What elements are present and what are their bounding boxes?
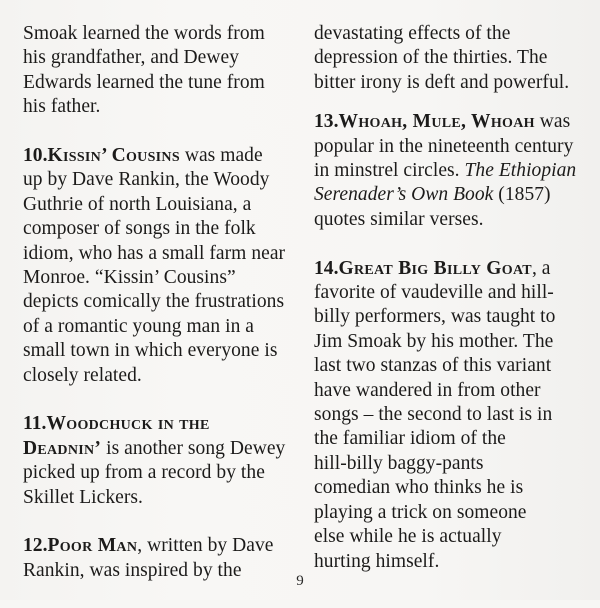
item-number: 14. — [314, 257, 339, 279]
text-line: hurting himself. — [314, 550, 440, 572]
text-fragment: (1857) — [493, 184, 551, 206]
item-number: 11. — [23, 413, 47, 435]
song-title: Great Big Billy Goat — [338, 257, 532, 279]
text-line — [314, 110, 594, 134]
text-line: closely related. — [23, 364, 142, 386]
text-line: his father. — [23, 96, 101, 118]
text-line: have wandered in from other — [314, 379, 541, 401]
text-line: playing a trick on someone — [314, 501, 527, 523]
left-column — [23, 22, 301, 608]
paragraph-item-10 — [23, 144, 301, 388]
song-title: Poor Man — [47, 535, 138, 557]
song-title: Woodchuck in the — [46, 413, 210, 435]
text-line: last two stanzas of this variant — [314, 355, 552, 377]
text-line — [314, 159, 594, 183]
song-title: Kissin’ Cousins — [47, 145, 180, 167]
text-line: comedian who thinks he is — [314, 477, 524, 499]
text-line: his grandfather, and Dewey — [23, 47, 240, 69]
text-fragment: was made — [179, 145, 263, 167]
text-line: Skillet Lickers. — [23, 486, 143, 508]
paragraph-intro — [23, 22, 301, 120]
text-line: composer of songs in the folk — [23, 218, 256, 240]
right-column — [314, 22, 594, 598]
text-line: Smoak learned the words from — [23, 23, 265, 44]
item-number: 10. — [23, 145, 48, 167]
text-line: devastating effects of the — [314, 23, 511, 44]
text-line: depicts comically the frustrations — [23, 291, 285, 313]
text-line: Rankin, was inspired by the — [23, 559, 242, 581]
text-line — [23, 412, 301, 436]
text-line: depression of the thirties. The — [314, 47, 548, 69]
text-line — [314, 257, 594, 281]
item-number: 12. — [23, 535, 48, 557]
text-line: idiom, who has a small farm near — [23, 242, 286, 264]
text-line: else while he is actually — [314, 526, 502, 548]
paragraph-item-11 — [23, 412, 301, 510]
text-line — [23, 534, 301, 558]
text-line: small town in which everyone is — [23, 340, 278, 362]
text-line — [23, 437, 301, 461]
book-title: Serenader’s Own Book — [314, 184, 494, 206]
text-line — [23, 144, 301, 168]
text-fragment: was — [534, 111, 571, 133]
song-title: Whoah, Mule, Whoah — [338, 111, 535, 133]
song-title: Deadnin’ — [23, 437, 102, 459]
paragraph-continued — [314, 22, 594, 95]
text-line: billy performers, was taught to — [314, 306, 556, 328]
paragraph-item-13 — [314, 110, 594, 232]
text-line: favorite of vaudeville and hill- — [314, 282, 554, 304]
text-line — [314, 183, 594, 207]
paragraph-item-14 — [314, 257, 594, 574]
text-line: Guthrie of north Louisiana, a — [23, 193, 252, 215]
text-line: of a romantic young man in a — [23, 315, 255, 337]
text-line: bitter irony is deft and powerful. — [314, 71, 570, 93]
text-fragment: in minstrel circles. — [314, 160, 465, 182]
text-fragment: is another song Dewey — [101, 437, 286, 459]
text-line: Monroe. “Kissin’ Cousins” — [23, 267, 236, 289]
text-fragment: , a — [531, 257, 551, 279]
text-fragment: , written by Dave — [137, 535, 274, 557]
item-number: 13. — [314, 111, 339, 133]
text-line: up by Dave Rankin, the Woody — [23, 169, 270, 191]
text-line: songs – the second to last is in — [314, 404, 553, 426]
book-title: The Ethiopian — [464, 160, 577, 182]
text-line: Edwards learned the tune from — [23, 71, 265, 93]
text-line: picked up from a record by the — [23, 462, 265, 484]
text-line: quotes similar verses. — [314, 208, 484, 230]
text-line: popular in the nineteenth century — [314, 135, 574, 157]
text-line: Jim Smoak by his mother. The — [314, 330, 554, 352]
text-line: the familiar idiom of the — [314, 428, 506, 450]
page-number: 9 — [296, 573, 304, 589]
text-line: hill-billy baggy-pants — [314, 452, 484, 474]
